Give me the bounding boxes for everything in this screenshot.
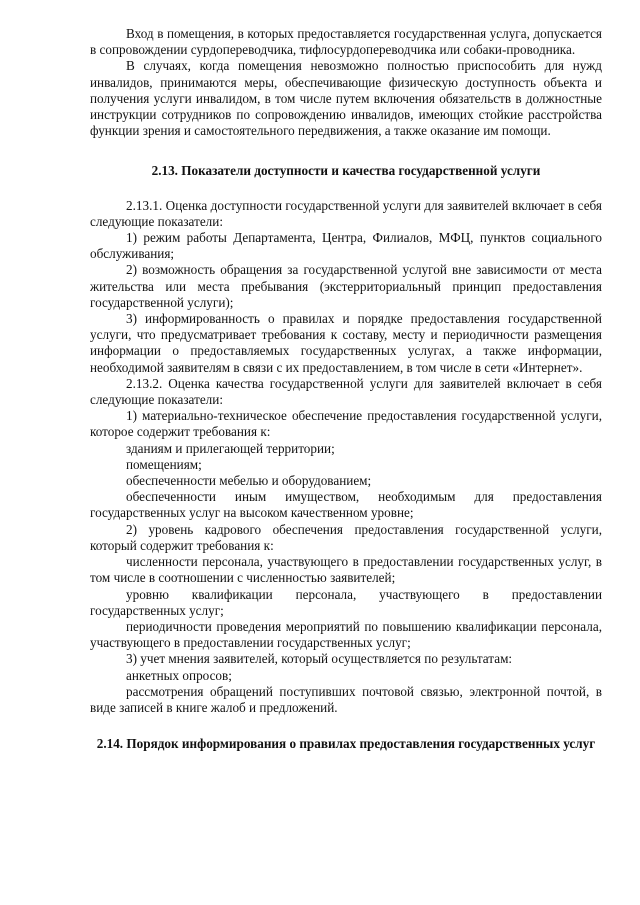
- paragraph: 2) уровень кадрового обеспечения предоставления государственной услуги, который содержит требования к:: [90, 521, 602, 553]
- list-item: обеспеченности иным имуществом, необходимым для предоставления государственных услуг на высоком качественном уровне;: [90, 489, 602, 521]
- section-heading-2-14: 2.14. Порядок информирования о правилах предоставления государственных услуг: [96, 736, 596, 752]
- paragraph: 2.13.1. Оценка доступности государственной услуги для заявителей включает в себя следующие показатели:: [90, 197, 602, 229]
- list-item: численности персонала, участвующего в предоставлении государственных услуг, в том числе в соотношении с численностью заявителей;: [90, 554, 602, 586]
- list-item: помещениям;: [126, 456, 202, 472]
- paragraph: 2) возможность обращения за государственной услугой вне зависимости от места жительства или места пребывания (экстерриториальный принцип предоставления государственной услуги);: [90, 262, 602, 310]
- list-item: рассмотрения обращений поступивших почтовой связью, электронной почтой, в виде записей в книге жалоб и предложений.: [90, 683, 602, 715]
- list-item: зданиям и прилегающей территории;: [126, 440, 335, 456]
- list-item: анкетных опросов;: [126, 667, 232, 683]
- paragraph: 3) информированность о правилах и порядке предоставления государственной услуги, что предусматривает требования к составу, месту и периодичности размещения информации о предоставляемых государственных услугах, а также информации, необходимой заявителям в связи с их предоставлением, в том числе в сети «Интернет».: [90, 311, 602, 375]
- paragraph: 1) режим работы Департамента, Центра, Филиалов, МФЦ, пунктов социального обслуживания;: [90, 230, 602, 262]
- document-page: [90, 26, 602, 752]
- paragraph: 3) учет мнения заявителей, который осуществляется по результатам:: [126, 651, 513, 667]
- paragraph: В случаях, когда помещения невозможно полностью приспособить для нужд инвалидов, принимаются меры, обеспечивающие физическую доступность объекта и получения услуги инвалидом, в том числе путем включения обязательств в должностные инструкции сотрудников по сопровождению инвалидов, имеющих стойкие расстройства функции зрения и самостоятельного передвижения, а также оказание им помощи.: [90, 58, 602, 139]
- paragraph: Вход в помещения, в которых предоставляется государственная услуга, допускается в сопровождении сурдопереводчика, тифлосурдопереводчика или собаки-проводника.: [90, 26, 602, 58]
- list-item: обеспеченности мебелью и оборудованием;: [126, 473, 372, 489]
- paragraph: 1) материально-техническое обеспечение предоставления государственной услуги, которое содержит требования к:: [90, 408, 602, 440]
- paragraph: 2.13.2. Оценка качества государственной услуги для заявителей включает в себя следующие показатели:: [90, 375, 602, 408]
- section-heading-2-13: 2.13. Показатели доступности и качества государственной услуги: [151, 163, 541, 179]
- list-item: уровню квалификации персонала, участвующего в предоставлении государственных услуг;: [90, 586, 602, 618]
- list-item: периодичности проведения мероприятий по повышению квалификации персонала, участвующего в предоставлении государственных услуг;: [90, 618, 602, 651]
